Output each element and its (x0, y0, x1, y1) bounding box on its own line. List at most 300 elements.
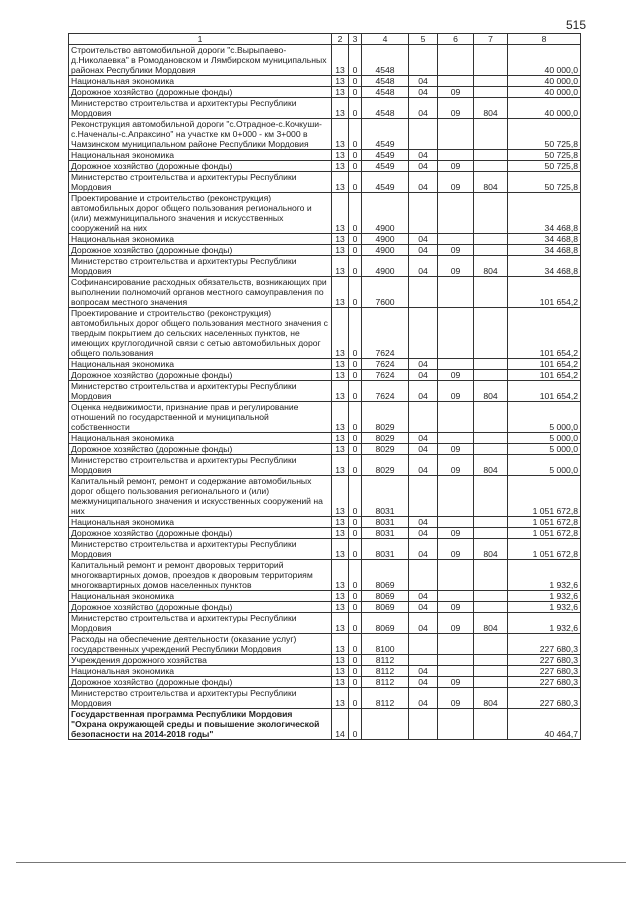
table-row (69, 277, 581, 308)
cell-col-2: 13 (332, 591, 349, 602)
table-row (69, 193, 581, 234)
cell-description: Дорожное хозяйство (дорожные фонды) (69, 602, 332, 613)
cell-col-4: 7624 (362, 359, 409, 370)
cell-description: Строительство автомобильной дороги "с.Вырыпаево-д.Николаевка" в Ромодановском и Лямбирском муниципальных районах Республики Мордовия (69, 45, 332, 76)
cell-description: Министерство строительства и архитектуры Республики Мордовия (69, 381, 332, 402)
cell-col-4: 4548 (362, 87, 409, 98)
cell-col-7 (474, 193, 508, 234)
cell-col-3: 0 (349, 45, 362, 76)
cell-col-3: 0 (349, 234, 362, 245)
cell-col-2: 13 (332, 455, 349, 476)
cell-col-4: 4900 (362, 193, 409, 234)
cell-col-5 (409, 193, 438, 234)
table-row (69, 677, 581, 688)
cell-amount: 40 000,0 (508, 98, 581, 119)
table-row (69, 528, 581, 539)
cell-col-2: 13 (332, 402, 349, 433)
cell-amount: 101 654,2 (508, 277, 581, 308)
cell-col-7 (474, 370, 508, 381)
cell-col-7 (474, 655, 508, 666)
cell-description: Дорожное хозяйство (дорожные фонды) (69, 245, 332, 256)
cell-col-5: 04 (409, 370, 438, 381)
cell-col-6 (438, 591, 474, 602)
cell-amount: 1 051 672,8 (508, 539, 581, 560)
cell-description: Министерство строительства и архитектуры Республики Мордовия (69, 455, 332, 476)
cell-col-2: 13 (332, 359, 349, 370)
cell-col-7 (474, 308, 508, 359)
cell-col-2: 13 (332, 172, 349, 193)
cell-col-6 (438, 517, 474, 528)
cell-col-6: 09 (438, 370, 474, 381)
cell-col-7 (474, 517, 508, 528)
cell-col-2: 13 (332, 381, 349, 402)
cell-col-6: 09 (438, 172, 474, 193)
table-row (69, 370, 581, 381)
cell-col-4: 8112 (362, 655, 409, 666)
cell-col-5: 04 (409, 444, 438, 455)
cell-col-5: 04 (409, 172, 438, 193)
cell-col-3: 0 (349, 634, 362, 655)
cell-col-6: 09 (438, 256, 474, 277)
cell-description: Софинансирование расходных обязательств, возникающих при выполнении полномочий органов местного самоуправления по вопросам местного значения (69, 277, 332, 308)
cell-col-7: 804 (474, 688, 508, 709)
cell-col-3: 0 (349, 161, 362, 172)
cell-col-6: 09 (438, 381, 474, 402)
cell-col-4: 8112 (362, 666, 409, 677)
cell-col-5: 04 (409, 517, 438, 528)
cell-col-4: 8069 (362, 602, 409, 613)
cell-description: Проектирование и строительство (реконструкция) автомобильных дорог общего пользования местного значения с твердым покрытием до сельских населенных пунктов, не имеющих круглогодичной связи с сетью автомобильных дорог общего пользования (69, 308, 332, 359)
cell-amount: 5 000,0 (508, 455, 581, 476)
cell-col-2: 13 (332, 193, 349, 234)
cell-col-4: 8029 (362, 455, 409, 476)
cell-amount: 50 725,8 (508, 161, 581, 172)
cell-col-7 (474, 245, 508, 256)
cell-col-5: 04 (409, 539, 438, 560)
table-row (69, 591, 581, 602)
table-row (69, 455, 581, 476)
cell-amount: 1 932,6 (508, 602, 581, 613)
cell-col-5: 04 (409, 256, 438, 277)
cell-description: Дорожное хозяйство (дорожные фонды) (69, 528, 332, 539)
cell-col-7 (474, 602, 508, 613)
cell-col-4: 8029 (362, 433, 409, 444)
cell-col-5: 04 (409, 688, 438, 709)
cell-col-3: 0 (349, 677, 362, 688)
cell-col-7 (474, 444, 508, 455)
cell-col-2: 13 (332, 613, 349, 634)
cell-description: Национальная экономика (69, 433, 332, 444)
column-header: 1 (69, 34, 332, 45)
cell-description: Оценка недвижимости, признание прав и регулирование отношений по государственной и муниципальной собственности (69, 402, 332, 433)
table-row (69, 98, 581, 119)
cell-amount: 227 680,3 (508, 655, 581, 666)
table-row (69, 119, 581, 150)
cell-col-6: 09 (438, 455, 474, 476)
cell-amount: 40 464,7 (508, 709, 581, 740)
cell-amount: 227 680,3 (508, 688, 581, 709)
cell-col-5 (409, 655, 438, 666)
cell-amount: 5 000,0 (508, 433, 581, 444)
cell-col-2: 13 (332, 517, 349, 528)
budget-table (68, 33, 581, 740)
cell-col-2: 13 (332, 76, 349, 87)
cell-col-5 (409, 476, 438, 517)
cell-col-7: 804 (474, 172, 508, 193)
cell-col-2: 13 (332, 433, 349, 444)
cell-amount: 40 000,0 (508, 87, 581, 98)
cell-description: Министерство строительства и архитектуры Республики Мордовия (69, 539, 332, 560)
table-row (69, 444, 581, 455)
column-header: 6 (438, 34, 474, 45)
cell-col-7: 804 (474, 455, 508, 476)
cell-amount: 40 000,0 (508, 76, 581, 87)
table-row (69, 539, 581, 560)
cell-col-7 (474, 402, 508, 433)
cell-col-3: 0 (349, 193, 362, 234)
cell-col-5: 04 (409, 528, 438, 539)
cell-amount: 101 654,2 (508, 370, 581, 381)
cell-col-4: 8069 (362, 613, 409, 634)
cell-col-6: 09 (438, 161, 474, 172)
cell-col-6: 09 (438, 444, 474, 455)
cell-col-4: 8031 (362, 517, 409, 528)
cell-description: Национальная экономика (69, 591, 332, 602)
cell-description: Национальная экономика (69, 666, 332, 677)
cell-col-4: 7624 (362, 308, 409, 359)
cell-col-3: 0 (349, 517, 362, 528)
table-row (69, 634, 581, 655)
cell-col-5 (409, 45, 438, 76)
cell-amount: 1 932,6 (508, 613, 581, 634)
cell-col-3: 0 (349, 381, 362, 402)
cell-amount: 1 932,6 (508, 591, 581, 602)
cell-col-7 (474, 45, 508, 76)
cell-col-5: 04 (409, 455, 438, 476)
table-row (69, 560, 581, 591)
cell-col-2: 13 (332, 256, 349, 277)
cell-col-3: 0 (349, 277, 362, 308)
table-row (69, 256, 581, 277)
cell-col-3: 0 (349, 560, 362, 591)
cell-description: Дорожное хозяйство (дорожные фонды) (69, 677, 332, 688)
cell-amount: 101 654,2 (508, 308, 581, 359)
cell-col-2: 13 (332, 476, 349, 517)
cell-amount: 1 932,6 (508, 560, 581, 591)
cell-col-7 (474, 76, 508, 87)
table-row (69, 87, 581, 98)
cell-col-2: 13 (332, 688, 349, 709)
cell-col-7: 804 (474, 613, 508, 634)
cell-col-4: 7600 (362, 277, 409, 308)
cell-col-3: 0 (349, 87, 362, 98)
cell-col-3: 0 (349, 172, 362, 193)
table-row (69, 245, 581, 256)
cell-col-2: 13 (332, 602, 349, 613)
cell-col-3: 0 (349, 539, 362, 560)
cell-description: Дорожное хозяйство (дорожные фонды) (69, 161, 332, 172)
column-header: 2 (332, 34, 349, 45)
cell-col-4: 8100 (362, 634, 409, 655)
cell-col-4: 8069 (362, 591, 409, 602)
table-row (69, 433, 581, 444)
table-row (69, 688, 581, 709)
cell-col-2: 13 (332, 634, 349, 655)
cell-amount: 1 051 672,8 (508, 517, 581, 528)
cell-col-6: 09 (438, 245, 474, 256)
cell-amount: 40 000,0 (508, 45, 581, 76)
cell-col-5: 04 (409, 666, 438, 677)
cell-col-4: 8069 (362, 560, 409, 591)
cell-col-4 (362, 709, 409, 740)
cell-description: Национальная экономика (69, 234, 332, 245)
cell-col-6: 09 (438, 87, 474, 98)
cell-col-5: 04 (409, 381, 438, 402)
cell-description: Дорожное хозяйство (дорожные фонды) (69, 87, 332, 98)
cell-description: Национальная экономика (69, 150, 332, 161)
column-header: 4 (362, 34, 409, 45)
cell-col-5: 04 (409, 76, 438, 87)
cell-col-2: 13 (332, 45, 349, 76)
cell-col-3: 0 (349, 245, 362, 256)
table-row (69, 161, 581, 172)
cell-amount: 50 725,8 (508, 150, 581, 161)
cell-col-6: 09 (438, 528, 474, 539)
table-row (69, 517, 581, 528)
cell-description: Министерство строительства и архитектуры Республики Мордовия (69, 256, 332, 277)
cell-description: Дорожное хозяйство (дорожные фонды) (69, 370, 332, 381)
cell-col-3: 0 (349, 402, 362, 433)
table-row (69, 150, 581, 161)
cell-col-3: 0 (349, 370, 362, 381)
cell-amount: 227 680,3 (508, 666, 581, 677)
cell-col-3: 0 (349, 433, 362, 444)
cell-col-6: 09 (438, 98, 474, 119)
cell-col-2: 13 (332, 245, 349, 256)
cell-col-4: 4549 (362, 150, 409, 161)
cell-col-6 (438, 560, 474, 591)
cell-col-7 (474, 677, 508, 688)
cell-col-3: 0 (349, 308, 362, 359)
cell-col-3: 0 (349, 688, 362, 709)
table-row (69, 402, 581, 433)
cell-col-2: 13 (332, 119, 349, 150)
cell-description: Национальная экономика (69, 517, 332, 528)
table-row (69, 602, 581, 613)
page-number: 515 (566, 18, 587, 32)
column-header: 3 (349, 34, 362, 45)
cell-col-7: 804 (474, 98, 508, 119)
cell-col-6: 09 (438, 539, 474, 560)
column-header: 7 (474, 34, 508, 45)
cell-col-2: 13 (332, 666, 349, 677)
cell-col-4: 4549 (362, 172, 409, 193)
cell-col-7 (474, 87, 508, 98)
cell-col-7 (474, 161, 508, 172)
table-row (69, 359, 581, 370)
cell-col-2: 13 (332, 161, 349, 172)
cell-col-6 (438, 45, 474, 76)
cell-col-7 (474, 433, 508, 444)
cell-col-3: 0 (349, 666, 362, 677)
cell-col-3: 0 (349, 709, 362, 740)
cell-description: Государственная программа Республики Мордовия "Охрана окружающей среды и повышение экологической безопасности на 2014-2018 годы" (69, 709, 332, 740)
cell-col-7 (474, 634, 508, 655)
cell-amount: 101 654,2 (508, 359, 581, 370)
cell-col-6 (438, 433, 474, 444)
cell-col-3: 0 (349, 359, 362, 370)
cell-description: Министерство строительства и архитектуры Республики Мордовия (69, 98, 332, 119)
cell-col-3: 0 (349, 613, 362, 634)
cell-col-6 (438, 359, 474, 370)
cell-col-4: 4900 (362, 245, 409, 256)
cell-col-2: 13 (332, 87, 349, 98)
cell-col-5 (409, 402, 438, 433)
cell-col-2: 13 (332, 308, 349, 359)
cell-col-5: 04 (409, 677, 438, 688)
cell-amount: 1 051 672,8 (508, 476, 581, 517)
cell-description: Национальная экономика (69, 359, 332, 370)
cell-col-4: 7624 (362, 381, 409, 402)
cell-col-5: 04 (409, 98, 438, 119)
cell-col-6 (438, 76, 474, 87)
cell-description: Дорожное хозяйство (дорожные фонды) (69, 444, 332, 455)
cell-description: Министерство строительства и архитектуры Республики Мордовия (69, 688, 332, 709)
cell-description: Реконструкция автомобильной дороги "с.Отрадное-с.Кочкуши-с.Наченалы-с.Апраксино" на участке км 0+000 - км 3+000 в Чамзинском муниципальном районе Республики Мордовия (69, 119, 332, 150)
cell-amount: 5 000,0 (508, 402, 581, 433)
cell-col-6 (438, 476, 474, 517)
cell-col-3: 0 (349, 602, 362, 613)
cell-col-3: 0 (349, 444, 362, 455)
footer-divider (16, 862, 626, 863)
cell-col-2: 13 (332, 98, 349, 119)
cell-col-4: 4548 (362, 98, 409, 119)
cell-col-6 (438, 150, 474, 161)
cell-col-7 (474, 591, 508, 602)
cell-col-5: 04 (409, 161, 438, 172)
cell-description: Министерство строительства и архитектуры Республики Мордовия (69, 613, 332, 634)
column-header: 5 (409, 34, 438, 45)
cell-amount: 5 000,0 (508, 444, 581, 455)
cell-description: Национальная экономика (69, 76, 332, 87)
cell-col-4: 4549 (362, 119, 409, 150)
cell-description: Учреждения дорожного хозяйства (69, 655, 332, 666)
cell-col-5: 04 (409, 87, 438, 98)
cell-col-6 (438, 655, 474, 666)
cell-col-5: 04 (409, 234, 438, 245)
cell-col-4: 4900 (362, 234, 409, 245)
table-header-row (69, 34, 581, 45)
cell-col-4: 8031 (362, 539, 409, 560)
cell-amount: 34 468,8 (508, 256, 581, 277)
cell-col-2: 13 (332, 677, 349, 688)
cell-col-5: 04 (409, 150, 438, 161)
cell-col-7 (474, 150, 508, 161)
cell-col-7 (474, 476, 508, 517)
cell-col-3: 0 (349, 150, 362, 161)
cell-amount: 101 654,2 (508, 381, 581, 402)
cell-col-3: 0 (349, 655, 362, 666)
cell-col-4: 4900 (362, 256, 409, 277)
cell-col-6: 09 (438, 613, 474, 634)
cell-col-6 (438, 634, 474, 655)
cell-col-3: 0 (349, 256, 362, 277)
cell-col-3: 0 (349, 119, 362, 150)
cell-col-4: 4548 (362, 76, 409, 87)
cell-col-7 (474, 234, 508, 245)
cell-col-6: 09 (438, 602, 474, 613)
cell-amount: 227 680,3 (508, 677, 581, 688)
cell-description: Капитальный ремонт, ремонт и содержание автомобильных дорог общего пользования регионального и (или) межмуниципального значения и искусственных сооружений на них (69, 476, 332, 517)
cell-col-7 (474, 666, 508, 677)
cell-amount: 1 051 672,8 (508, 528, 581, 539)
cell-col-5 (409, 308, 438, 359)
cell-col-6 (438, 666, 474, 677)
cell-col-7 (474, 277, 508, 308)
cell-description: Расходы на обеспечение деятельности (оказание услуг) государственных учреждений Республики Мордовия (69, 634, 332, 655)
cell-col-4: 8031 (362, 528, 409, 539)
table-row (69, 655, 581, 666)
cell-col-5: 04 (409, 245, 438, 256)
cell-col-4: 8029 (362, 444, 409, 455)
cell-amount: 50 725,8 (508, 119, 581, 150)
cell-amount: 34 468,8 (508, 245, 581, 256)
cell-col-2: 13 (332, 539, 349, 560)
table-row (69, 172, 581, 193)
table-row (69, 381, 581, 402)
cell-col-5 (409, 277, 438, 308)
cell-col-4: 8029 (362, 402, 409, 433)
cell-amount: 34 468,8 (508, 234, 581, 245)
cell-col-6 (438, 119, 474, 150)
cell-col-2: 13 (332, 150, 349, 161)
cell-col-7 (474, 359, 508, 370)
table-row (69, 76, 581, 87)
cell-col-2: 13 (332, 560, 349, 591)
cell-col-3: 0 (349, 98, 362, 119)
cell-col-6 (438, 402, 474, 433)
cell-col-3: 0 (349, 591, 362, 602)
cell-col-5 (409, 634, 438, 655)
table-body (69, 45, 581, 740)
table-row (69, 666, 581, 677)
cell-col-7 (474, 560, 508, 591)
cell-col-5 (409, 119, 438, 150)
cell-col-5 (409, 560, 438, 591)
cell-description: Министерство строительства и архитектуры Республики Мордовия (69, 172, 332, 193)
cell-col-2: 14 (332, 709, 349, 740)
cell-col-7: 804 (474, 539, 508, 560)
cell-col-5: 04 (409, 591, 438, 602)
table-row (69, 709, 581, 740)
cell-col-4: 4548 (362, 45, 409, 76)
cell-amount: 227 680,3 (508, 634, 581, 655)
cell-col-3: 0 (349, 528, 362, 539)
cell-amount: 34 468,8 (508, 193, 581, 234)
cell-col-6 (438, 277, 474, 308)
cell-description: Проектирование и строительство (реконструкция) автомобильных дорог общего пользования регионального и (или) межмуниципального значения и искусственных сооружений на них (69, 193, 332, 234)
cell-col-7: 804 (474, 256, 508, 277)
cell-col-2: 13 (332, 655, 349, 666)
cell-col-2: 13 (332, 444, 349, 455)
cell-col-6: 09 (438, 677, 474, 688)
cell-col-2: 13 (332, 370, 349, 381)
cell-col-5: 04 (409, 613, 438, 634)
cell-col-4: 8031 (362, 476, 409, 517)
cell-col-2: 13 (332, 277, 349, 308)
cell-col-2: 13 (332, 234, 349, 245)
cell-col-6 (438, 308, 474, 359)
